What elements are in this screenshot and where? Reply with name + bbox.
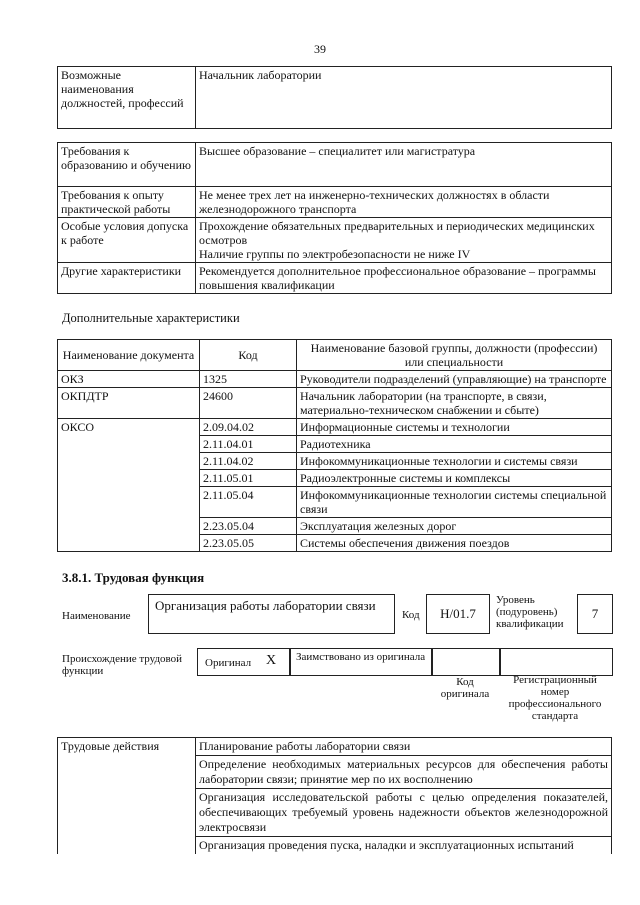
table-row xyxy=(58,738,612,756)
labor-actions-label: Трудовые действия xyxy=(58,738,196,855)
table-row: 2.11.04.02 Инфокоммуникационные технологии и системы связи xyxy=(58,453,612,470)
labor-action-item: Определение необходимых материальных ресурсов для обеспечения работы лаборатории связи; принятие мер по их восполнению xyxy=(196,756,612,789)
level-box xyxy=(577,594,613,634)
requirements-table xyxy=(57,142,612,294)
original-box xyxy=(197,648,291,676)
positions-value: Начальник лаборатории xyxy=(196,67,612,129)
function-name-value: Организация работы лаборатории связи xyxy=(155,598,376,613)
section-title: 3.8.1. Трудовая функция xyxy=(62,570,205,585)
req-label: Другие характеристики xyxy=(58,263,196,294)
table-row: 2.23.05.05 Системы обеспечения движения поездов xyxy=(58,535,612,552)
table-row: ОКЗ 1325 Руководители подразделений (управляющие) на транспорте xyxy=(58,371,612,388)
header-doc: Наименование документа xyxy=(58,340,200,371)
table-row: ОКСО 2.09.04.02 Информационные системы и технологии xyxy=(58,419,612,436)
header-code: Код xyxy=(200,340,297,371)
page-number: 39 xyxy=(314,42,326,56)
function-code-box xyxy=(426,594,490,634)
original-mark: X xyxy=(266,653,277,668)
labor-actions-table xyxy=(57,737,612,854)
borrowed-box xyxy=(289,648,433,676)
level-label: Уровень (подуровень) квалификации xyxy=(496,594,564,630)
positions-table xyxy=(57,66,612,129)
function-code-value: H/01.7 xyxy=(440,606,476,621)
original-label: Оригинал xyxy=(205,657,252,669)
req-value: Высшее образование – специалитет или магистратура xyxy=(196,143,612,187)
req-value: Рекомендуется дополнительное профессиональное образование – программы повышения квалификации xyxy=(196,263,612,294)
req-label: Особые условия допуска к работе xyxy=(58,218,196,263)
req-value: Не менее трех лет на инженерно-технических должностях в области железнодорожного транспорта xyxy=(196,187,612,218)
positions-label: Возможные наименования должностей, профессий xyxy=(58,67,196,129)
origin-reg-box xyxy=(499,648,613,676)
table-row: 2.11.04.01 Радиотехника xyxy=(58,436,612,453)
req-value: Прохождение обязательных предварительных и периодических медицинских осмотров Наличие группы по электробезопасности не ниже IV xyxy=(196,218,612,263)
req-label: Требования к образованию и обучению xyxy=(58,143,196,187)
table-row: 2.11.05.01 Радиоэлектронные системы и комплексы xyxy=(58,470,612,487)
level-value: 7 xyxy=(591,606,599,621)
table-row: 2.23.05.04 Эксплуатация железных дорог xyxy=(58,518,612,535)
header-name: Наименование базовой группы, должности (профессии) или специальности xyxy=(297,340,612,371)
function-name-label: Наименование xyxy=(62,610,131,622)
req-label: Требования к опыту практической работы xyxy=(58,187,196,218)
function-name-box xyxy=(148,594,395,634)
labor-action-item: Планирование работы лаборатории связи xyxy=(196,738,612,756)
origin-label: Происхождение трудовой функции xyxy=(62,653,183,677)
labor-action-item: Организация исследовательской работы с целью определения показателей, обеспечивающих требуемый уровень надежности объектов железнодорожной электросвязи xyxy=(196,789,612,837)
origin-code-caption: Код оригинала xyxy=(440,676,490,700)
origin-code-box xyxy=(431,648,501,676)
origin-reg-caption: Регистрационный номер профессионального стандарта xyxy=(508,674,602,722)
table-row: ОКПДТР 24600 Начальник лаборатории (на транспорте, в связи, материально-техническом снабжении и сбыте) xyxy=(58,388,612,419)
function-code-label: Код xyxy=(402,609,420,621)
borrowed-label: Заимствовано из оригинала xyxy=(296,651,426,663)
table-row: 2.11.05.04 Инфокоммуникационные технологии системы специальной связи xyxy=(58,487,612,518)
labor-action-item: Организация проведения пуска, наладки и эксплуатационных испытаний xyxy=(196,837,612,855)
additional-title: Дополнительные характеристики xyxy=(62,311,240,325)
additional-table xyxy=(57,339,612,552)
